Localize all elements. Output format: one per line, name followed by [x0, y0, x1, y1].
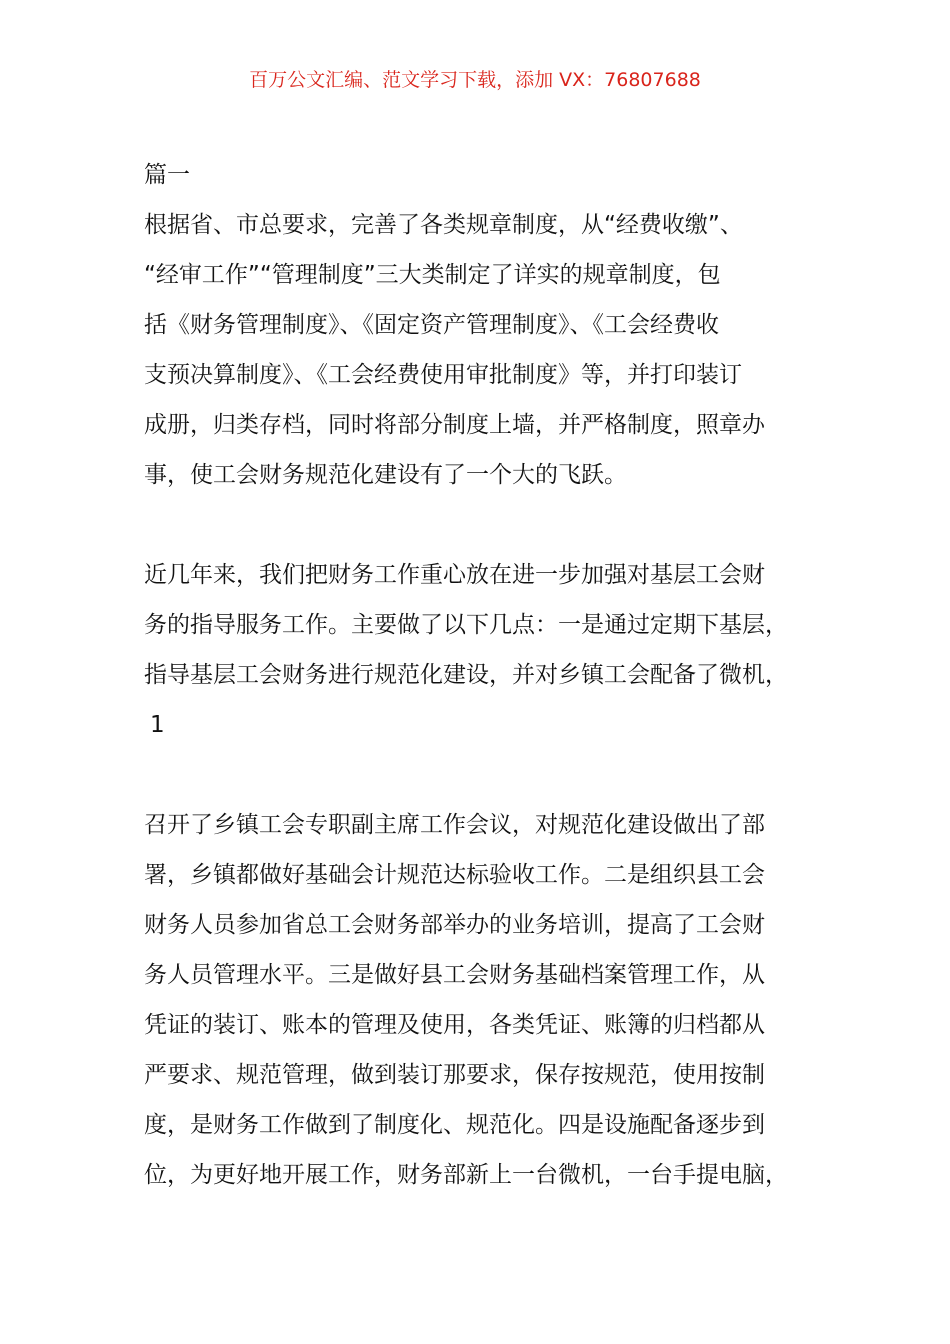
- paragraph-2-line: 近几年来，我们把财务工作重心放在进一步加强对基层工会财: [144, 562, 765, 588]
- paragraph-3-line: 度，是财务工作做到了制度化、规范化。四是设施配备逐步到: [144, 1112, 765, 1138]
- paragraph-1-line: 事，使工会财务规范化建设有了一个大的飞跃。: [144, 462, 627, 488]
- paragraph-1-line: 根据省、市总要求，完善了各类规章制度，从“经费收缴”、: [144, 212, 743, 238]
- paragraph-3-line: 严要求、规范管理，做到装订那要求，保存按规范，使用按制: [144, 1062, 765, 1088]
- paragraph-3-line: 署，乡镇都做好基础会计规范达标验收工作。二是组织县工会: [144, 862, 765, 888]
- section-title: 篇一: [144, 162, 190, 188]
- paragraph-gap: [144, 750, 844, 800]
- paragraph-3-line: 召开了乡镇工会专职副主席工作会议，对规范化建设做出了部: [144, 812, 765, 838]
- page-number: 1: [150, 712, 165, 738]
- paragraph-3-line: 凭证的装订、账本的管理及使用，各类凭证、账簿的归档都从: [144, 1012, 765, 1038]
- watermark-header: 百万公文汇编、范文学习下载，添加 VX：76807688: [249, 69, 701, 91]
- paragraph-3-line: 财务人员参加省总工会财务部举办的业务培训，提高了工会财: [144, 912, 765, 938]
- paragraph-1-line: 支预决算制度》、《工会经费使用审批制度》等，并打印装订: [144, 362, 742, 388]
- paragraph-1-line: 成册，归类存档，同时将部分制度上墙，并严格制度，照章办: [144, 412, 765, 438]
- paragraph-gap: [144, 500, 844, 550]
- paragraph-3-line: 位，为更好地开展工作，财务部新上一台微机，一台手提电脑，: [144, 1162, 788, 1188]
- paragraph-1-line: “经审工作”“管理制度”三大类制定了详实的规章制度，包: [144, 262, 721, 288]
- paragraph-2-line: 务的指导服务工作。主要做了以下几点：一是通过定期下基层，: [144, 612, 788, 638]
- document-body: [144, 150, 844, 1200]
- paragraph-1-line: 括《财务管理制度》、《固定资产管理制度》、《工会经费收: [144, 312, 719, 338]
- paragraph-2-line: 指导基层工会财务进行规范化建设，并对乡镇工会配备了微机，: [144, 662, 788, 688]
- paragraph-3-line: 务人员管理水平。三是做好县工会财务基础档案管理工作，从: [144, 962, 765, 988]
